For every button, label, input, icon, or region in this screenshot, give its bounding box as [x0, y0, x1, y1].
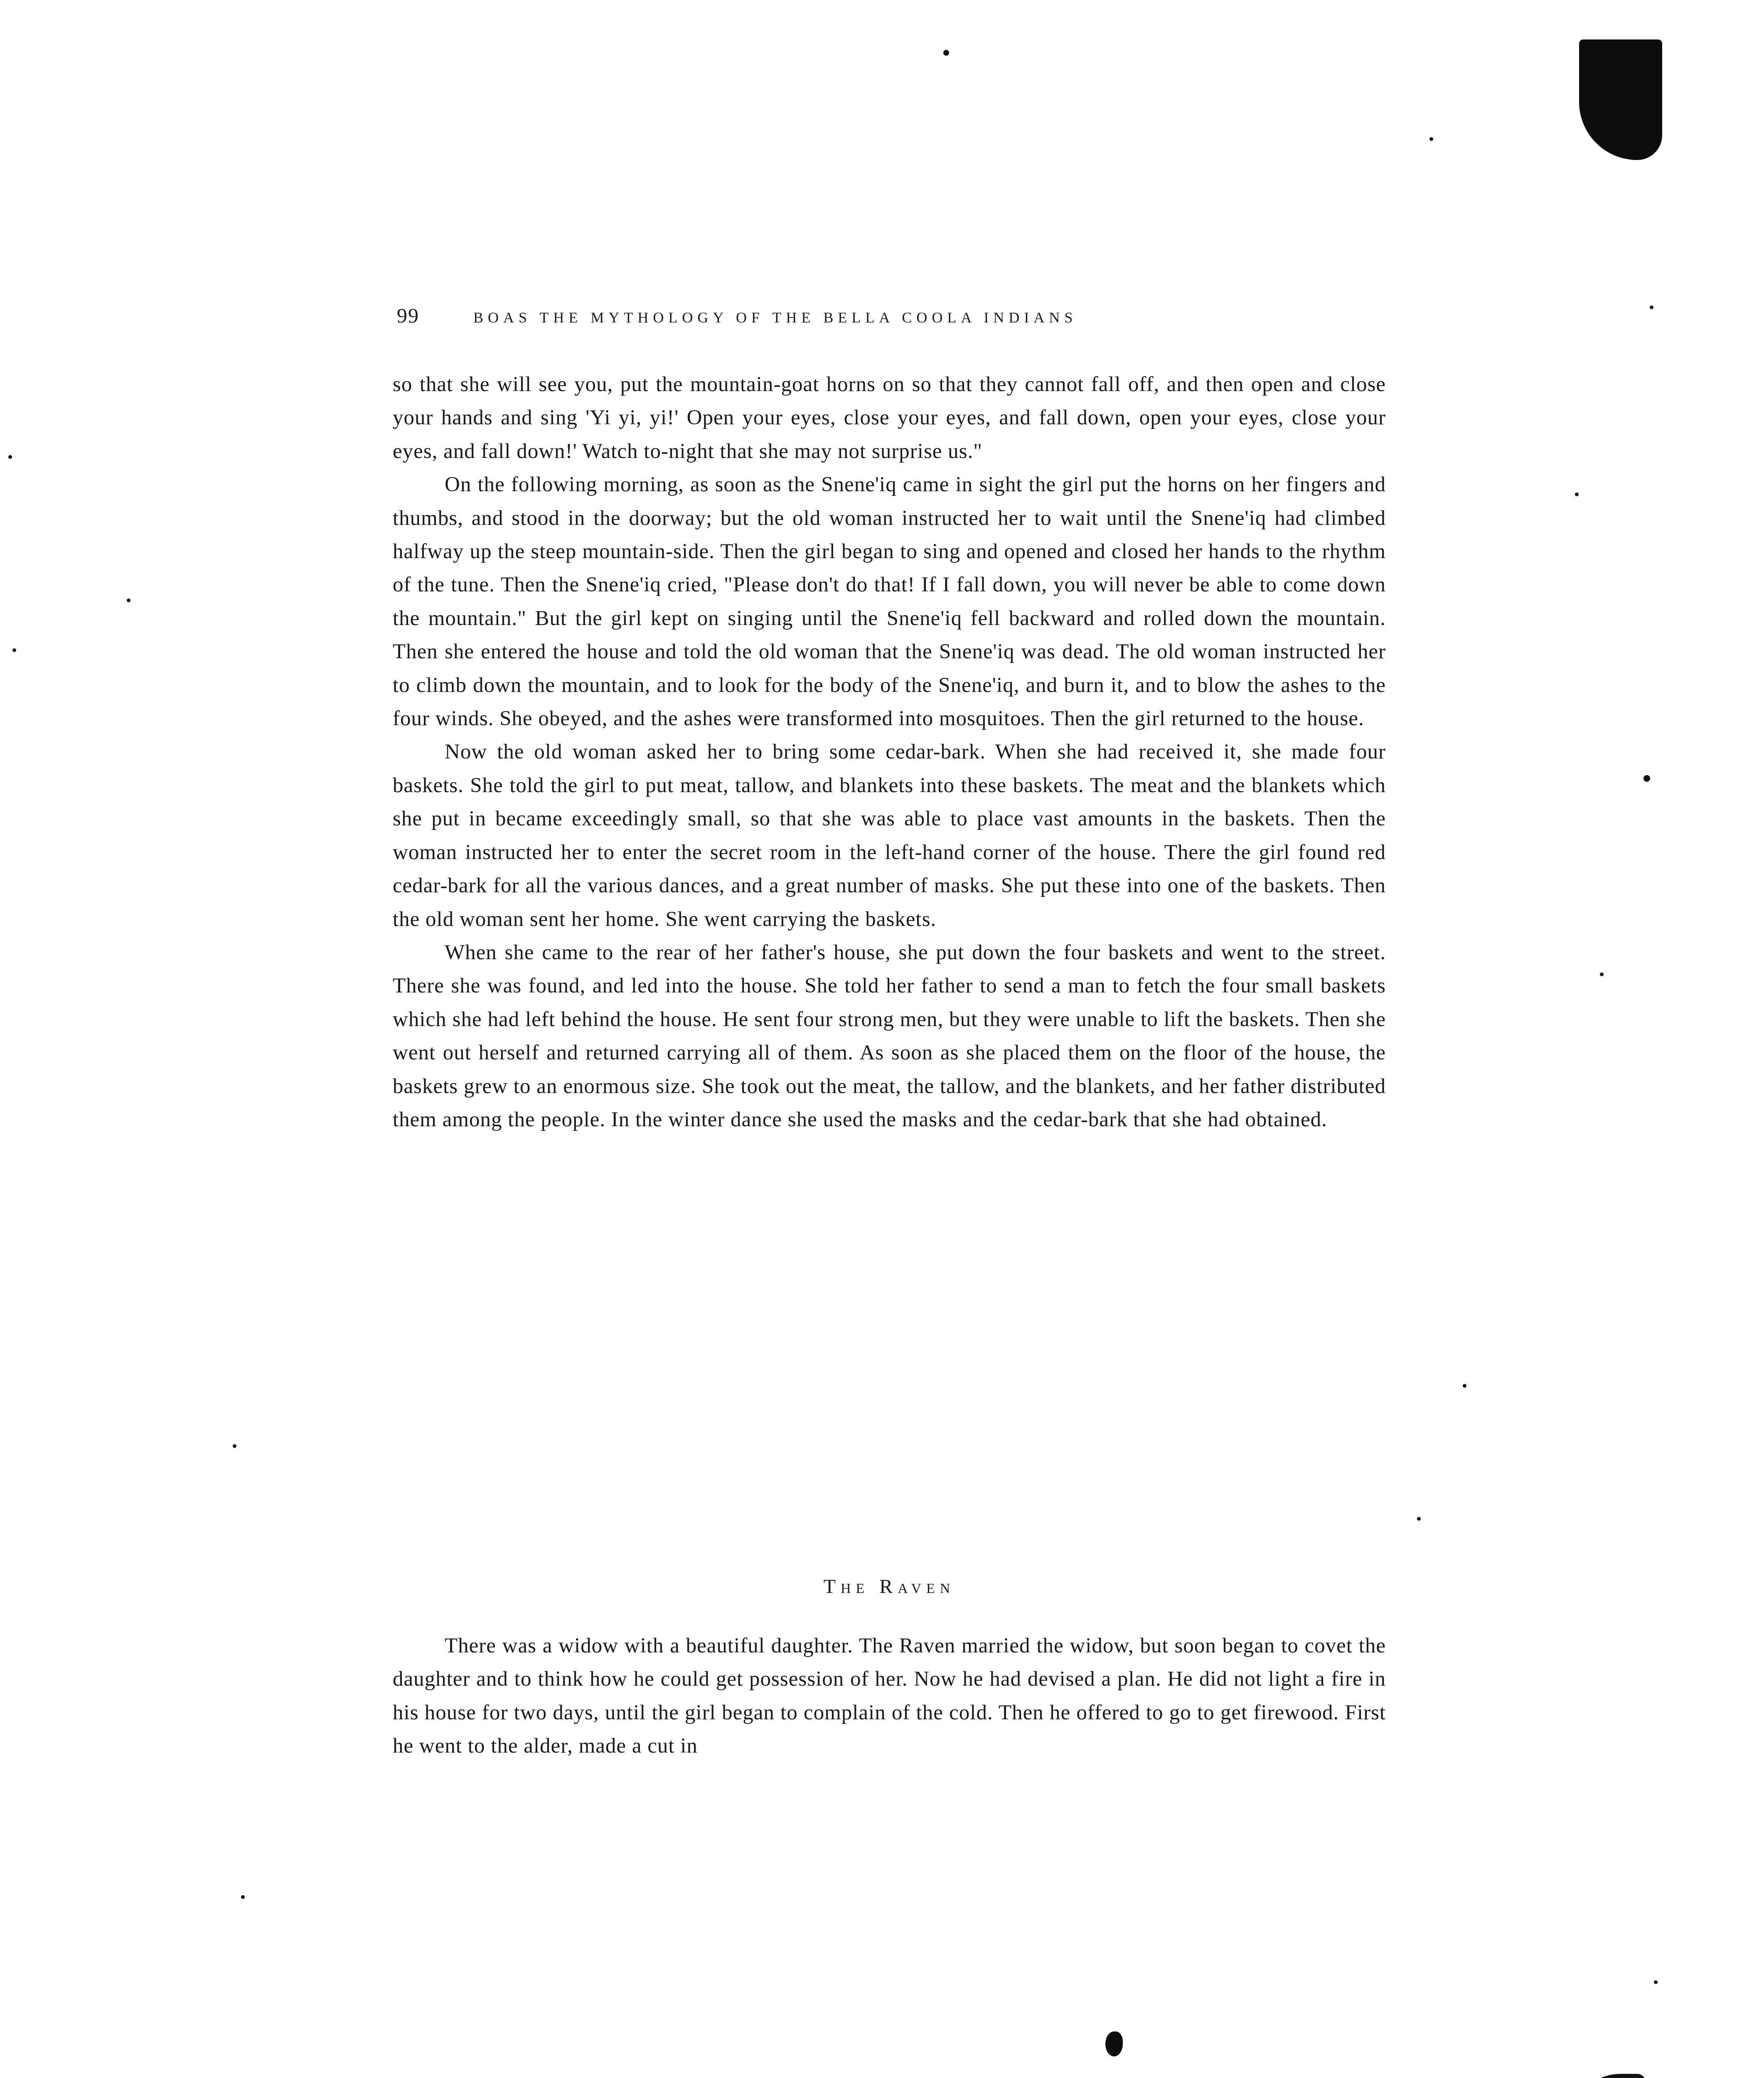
scan-speck	[1575, 492, 1579, 496]
page-number: 99	[397, 304, 419, 327]
running-title: BOAS THE MYTHOLOGY OF THE BELLA COOLA INDIANS	[473, 309, 1078, 326]
paragraph: so that she will see you, put the mountain-goat horns on so that they cannot fall off, and then open and close your hands and sing 'Yi yi, yi!' Open your eyes, close your eyes, and fall down, open your eyes, close your eyes, and fall down!' Watch to-night that she may not surprise us."	[393, 373, 1386, 463]
body-text	[393, 368, 1386, 1136]
scan-speck	[1463, 1384, 1466, 1388]
scan-speck	[1654, 1980, 1658, 1984]
raven-text	[393, 1629, 1386, 1763]
ink-blot	[1105, 2031, 1123, 2056]
scan-speck	[241, 1895, 245, 1899]
scan-speck	[8, 455, 12, 459]
section-heading: The Raven	[823, 1576, 955, 1598]
running-head	[397, 303, 1373, 341]
scan-speck	[127, 598, 130, 602]
scan-speck	[1417, 1517, 1421, 1521]
scan-speck	[12, 648, 16, 652]
scan-speck	[1429, 137, 1433, 141]
scan-speck	[1650, 305, 1653, 309]
paragraph: Now the old woman asked her to bring some cedar-bark. When she had received it, she made four baskets. She told the girl to put meat, tallow, and blankets into these baskets. The meat and the blankets which she put in became exceedingly small, so that she was able to place vast amounts in the baskets. Then the woman instructed her to enter the secret room in the left-hand corner of the house. There the girl found red cedar-bark for all the various dances, and a great number of masks. She put these into one of the baskets. Then the old woman sent her home. She went carrying the baskets.	[393, 740, 1386, 931]
paragraph: On the following morning, as soon as the Snene'iq came in sight the girl put the horns on her fingers and thumbs, and stood in the doorway; but the old woman instructed her to wait until the Snene'iq had climbed halfway up the steep mountain-side. Then the girl began to sing and opened and closed her hands to the rhythm of the tune. Then the Snene'iq cried, "Please don't do that! If I fall down, you will never be able to come down the mountain." But the girl kept on singing until the Snene'iq fell backward and rolled down the mountain. Then she entered the house and told the old woman that the Snene'iq was dead. The old woman instructed her to climb down the mountain, and to look for the body of the Snene'iq, and burn it, and to blow the ashes to the four winds. She obeyed, and the ashes were transformed into mosquitoes. Then the girl returned to the house.	[393, 473, 1386, 731]
scan-shadow-top-right	[1579, 39, 1662, 160]
paragraph: When she came to the rear of her father's house, she put down the four baskets and went to the street. There she was found, and led into the house. She told her father to send a man to fetch the four small baskets which she had left behind the house. He sent four strong men, but they were unable to lift the baskets. Then she went out herself and returned carrying all of them. As soon as she placed them on the floor of the house, the baskets grew to an enormous size. She took out the meat, the tallow, and the blankets, and her father distributed them among the people. In the winter dance she used the masks and the cedar-bark that she had obtained.	[393, 941, 1386, 1131]
scan-shadow-bottom-right	[1571, 2074, 1646, 2078]
scan-speck	[233, 1444, 236, 1448]
scan-speck	[943, 50, 949, 56]
paragraph: There was a widow with a beautiful daughter. The Raven married the widow, but soon began to covet the daughter and to think how he could get possession of her. Now he had devised a plan. He did not light a fire in his house for two days, until the girl began to complain of the cold. Then he offered to go to get firewood. First he went to the alder, made a cut in	[393, 1634, 1386, 1758]
scan-speck	[1600, 973, 1604, 976]
scan-speck	[1643, 775, 1650, 782]
